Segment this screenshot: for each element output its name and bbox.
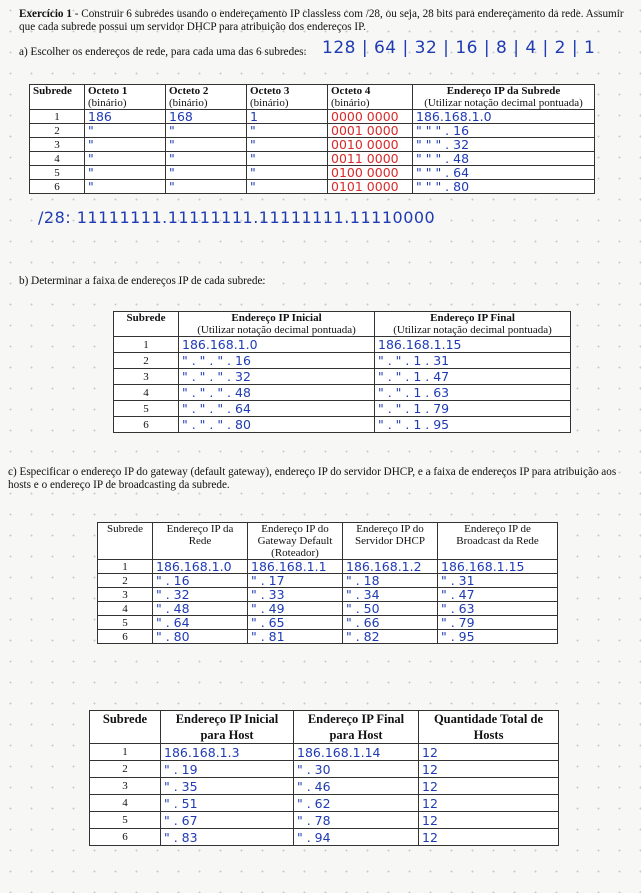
cell-octeto1: " <box>85 152 166 166</box>
cell-subrede: 2 <box>98 574 153 588</box>
cell-ip-subrede: " " " . 48 <box>413 152 595 166</box>
cell-octeto1: " <box>85 138 166 152</box>
cell-subrede: 5 <box>90 812 161 829</box>
part-a-prompt: a) Escolher os endereços de rede, para cada uma das 6 subredes: <box>19 46 307 58</box>
part-c-prompt: c) Especificar o endereço IP do gateway (default gateway), endereço IP do servidor DHCP, e a faixa de endereços IP para atribuição aos hosts e o endereço IP de broadcasting da subrede. <box>8 466 617 491</box>
cell-total-hosts: 12 <box>419 778 559 795</box>
powers-of-two-note: 128 | 64 | 32 | 16 | 8 | 4 | 2 | 1 <box>322 38 596 58</box>
cell-gateway: " . 33 <box>248 588 343 602</box>
cell-broadcast: " . 47 <box>438 588 558 602</box>
exercise-statement <box>19 8 624 33</box>
table-row <box>98 588 558 602</box>
table-row <box>30 180 595 194</box>
cell-subrede: 4 <box>114 385 179 401</box>
cell-ip-inicial: 186.168.1.0 <box>179 337 375 353</box>
table-row <box>114 385 571 401</box>
cell-dhcp: " . 34 <box>343 588 438 602</box>
cell-host-inicial: " . 51 <box>161 795 294 812</box>
cell-ip-subrede: " " " . 80 <box>413 180 595 194</box>
cell-subrede: 5 <box>98 616 153 630</box>
cell-subrede: 5 <box>30 166 85 180</box>
cell-gateway: " . 17 <box>248 574 343 588</box>
cell-octeto3: " <box>247 166 328 180</box>
cell-dhcp: 186.168.1.2 <box>343 560 438 574</box>
cell-total-hosts: 12 <box>419 761 559 778</box>
cell-octeto2: " <box>166 138 247 152</box>
cell-subrede: 4 <box>98 602 153 616</box>
cell-broadcast: " . 31 <box>438 574 558 588</box>
cell-octeto1: " <box>85 124 166 138</box>
table-row <box>30 124 595 138</box>
table-address-range <box>113 311 571 433</box>
mask-note: /28: 11111111.11111111.11111111.11110000 <box>38 208 436 227</box>
col-octeto3: Octeto 3 (binário) <box>247 85 328 110</box>
col-ip-rede: Endereço IP da Rede <box>153 523 248 560</box>
col-total-hosts: Quantidade Total de Hosts <box>419 711 559 744</box>
cell-gateway: " . 81 <box>248 630 343 644</box>
table-network-addresses <box>29 84 595 194</box>
cell-octeto4: 0001 0000 <box>328 124 413 138</box>
cell-ip-subrede: " " " . 16 <box>413 124 595 138</box>
table-row <box>90 744 559 761</box>
part-b-prompt: b) Determinar a faixa de endereços IP de cada subrede: <box>19 275 266 287</box>
cell-subrede: 6 <box>114 417 179 433</box>
col-ip-inicial: Endereço IP Inicial (Utilizar notação decimal pontuada) <box>179 312 375 337</box>
cell-subrede: 3 <box>30 138 85 152</box>
cell-octeto3: " <box>247 180 328 194</box>
table-row <box>98 616 558 630</box>
col-ip-final: Endereço IP Final (Utilizar notação decimal pontuada) <box>375 312 571 337</box>
cell-ip-final: " . " . 1 . 63 <box>375 385 571 401</box>
cell-octeto2: " <box>166 166 247 180</box>
cell-ip-rede: " . 80 <box>153 630 248 644</box>
cell-gateway: " . 65 <box>248 616 343 630</box>
cell-ip-final: " . " . 1 . 79 <box>375 401 571 417</box>
col-octeto4: Octeto 4 (binário) <box>328 85 413 110</box>
col-host-final: Endereço IP Final para Host <box>294 711 419 744</box>
cell-octeto4: 0000 0000 <box>328 110 413 124</box>
cell-subrede: 3 <box>90 778 161 795</box>
cell-ip-final: " . " . 1 . 47 <box>375 369 571 385</box>
cell-subrede: 6 <box>90 829 161 846</box>
table-row <box>90 761 559 778</box>
cell-total-hosts: 12 <box>419 812 559 829</box>
cell-dhcp: " . 18 <box>343 574 438 588</box>
cell-subrede: 2 <box>30 124 85 138</box>
cell-subrede: 3 <box>98 588 153 602</box>
cell-ip-rede: 186.168.1.0 <box>153 560 248 574</box>
table-row <box>114 353 571 369</box>
cell-ip-subrede: 186.168.1.0 <box>413 110 595 124</box>
cell-host-final: " . 94 <box>294 829 419 846</box>
col-dhcp: Endereço IP do Servidor DHCP <box>343 523 438 560</box>
cell-ip-rede: " . 16 <box>153 574 248 588</box>
cell-subrede: 3 <box>114 369 179 385</box>
cell-subrede: 1 <box>90 744 161 761</box>
col-octeto2: Octeto 2 (binário) <box>166 85 247 110</box>
col-subrede: Subrede <box>90 711 161 744</box>
cell-host-final: " . 46 <box>294 778 419 795</box>
cell-total-hosts: 12 <box>419 795 559 812</box>
cell-gateway: " . 49 <box>248 602 343 616</box>
cell-octeto2: " <box>166 152 247 166</box>
cell-ip-rede: " . 32 <box>153 588 248 602</box>
cell-subrede: 1 <box>30 110 85 124</box>
cell-ip-rede: " . 48 <box>153 602 248 616</box>
cell-total-hosts: 12 <box>419 744 559 761</box>
cell-octeto4: 0100 0000 <box>328 166 413 180</box>
cell-subrede: 4 <box>30 152 85 166</box>
cell-ip-inicial: " . " . " . 64 <box>179 401 375 417</box>
table-row <box>90 778 559 795</box>
table-row <box>114 337 571 353</box>
table-row <box>114 417 571 433</box>
cell-octeto1: " <box>85 166 166 180</box>
cell-host-final: " . 30 <box>294 761 419 778</box>
cell-octeto1: 186 <box>85 110 166 124</box>
table-gateway-dhcp <box>97 522 558 644</box>
cell-octeto4: 0010 0000 <box>328 138 413 152</box>
cell-octeto1: " <box>85 180 166 194</box>
table-row <box>30 152 595 166</box>
cell-dhcp: " . 66 <box>343 616 438 630</box>
col-gateway: Endereço IP do Gateway Default (Roteador) <box>248 523 343 560</box>
cell-octeto4: 0101 0000 <box>328 180 413 194</box>
cell-total-hosts: 12 <box>419 829 559 846</box>
table-row <box>30 110 595 124</box>
cell-host-inicial: " . 83 <box>161 829 294 846</box>
table-row <box>98 574 558 588</box>
cell-ip-final: 186.168.1.15 <box>375 337 571 353</box>
cell-host-final: 186.168.1.14 <box>294 744 419 761</box>
cell-octeto3: " <box>247 124 328 138</box>
cell-host-inicial: 186.168.1.3 <box>161 744 294 761</box>
table-host-range <box>89 710 559 846</box>
exercise-intro: - Construir 6 subredes usando o endereçamento IP classless com /28, ou seja, 28 bits para endereçamento da rede. Assumir que cada subrede possui um servidor DHCP para atribuição dos endereços IP. <box>19 8 624 33</box>
cell-octeto2: " <box>166 124 247 138</box>
col-ip-subrede: Endereço IP da Subrede (Utilizar notação decimal pontuada) <box>413 85 595 110</box>
cell-broadcast: " . 79 <box>438 616 558 630</box>
cell-octeto3: " <box>247 138 328 152</box>
table-row <box>90 795 559 812</box>
cell-subrede: 6 <box>30 180 85 194</box>
cell-ip-subrede: " " " . 64 <box>413 166 595 180</box>
cell-ip-final: " . " . 1 . 95 <box>375 417 571 433</box>
table-row <box>98 602 558 616</box>
cell-subrede: 2 <box>114 353 179 369</box>
cell-host-final: " . 78 <box>294 812 419 829</box>
cell-host-inicial: " . 35 <box>161 778 294 795</box>
cell-subrede: 5 <box>114 401 179 417</box>
cell-ip-rede: " . 64 <box>153 616 248 630</box>
cell-dhcp: " . 50 <box>343 602 438 616</box>
col-broadcast: Endereço IP de Broadcast da Rede <box>438 523 558 560</box>
cell-ip-inicial: " . " . " . 80 <box>179 417 375 433</box>
cell-ip-inicial: " . " . " . 32 <box>179 369 375 385</box>
cell-subrede: 4 <box>90 795 161 812</box>
cell-host-inicial: " . 19 <box>161 761 294 778</box>
col-subrede: Subrede <box>114 312 179 337</box>
cell-octeto2: " <box>166 180 247 194</box>
table-row <box>30 138 595 152</box>
cell-gateway: 186.168.1.1 <box>248 560 343 574</box>
cell-ip-inicial: " . " . " . 48 <box>179 385 375 401</box>
cell-host-inicial: " . 67 <box>161 812 294 829</box>
cell-octeto3: " <box>247 152 328 166</box>
cell-subrede: 6 <box>98 630 153 644</box>
col-octeto1: Octeto 1 (binário) <box>85 85 166 110</box>
table-row <box>90 812 559 829</box>
cell-subrede: 1 <box>114 337 179 353</box>
cell-octeto3: 1 <box>247 110 328 124</box>
col-subrede: Subrede <box>98 523 153 560</box>
table-row <box>90 829 559 846</box>
cell-broadcast: " . 63 <box>438 602 558 616</box>
cell-broadcast: " . 95 <box>438 630 558 644</box>
exercise-title: Exercício 1 <box>19 8 72 20</box>
col-host-inicial: Endereço IP Inicial para Host <box>161 711 294 744</box>
cell-octeto4: 0011 0000 <box>328 152 413 166</box>
col-subrede: Subrede <box>30 85 85 110</box>
table-row <box>114 401 571 417</box>
cell-octeto2: 168 <box>166 110 247 124</box>
cell-subrede: 2 <box>90 761 161 778</box>
cell-subrede: 1 <box>98 560 153 574</box>
table-row <box>98 560 558 574</box>
cell-host-final: " . 62 <box>294 795 419 812</box>
table-row <box>30 166 595 180</box>
cell-broadcast: 186.168.1.15 <box>438 560 558 574</box>
table-row <box>114 369 571 385</box>
cell-ip-subrede: " " " . 32 <box>413 138 595 152</box>
cell-ip-final: " . " . 1 . 31 <box>375 353 571 369</box>
table-row <box>98 630 558 644</box>
cell-dhcp: " . 82 <box>343 630 438 644</box>
cell-ip-inicial: " . " . " . 16 <box>179 353 375 369</box>
